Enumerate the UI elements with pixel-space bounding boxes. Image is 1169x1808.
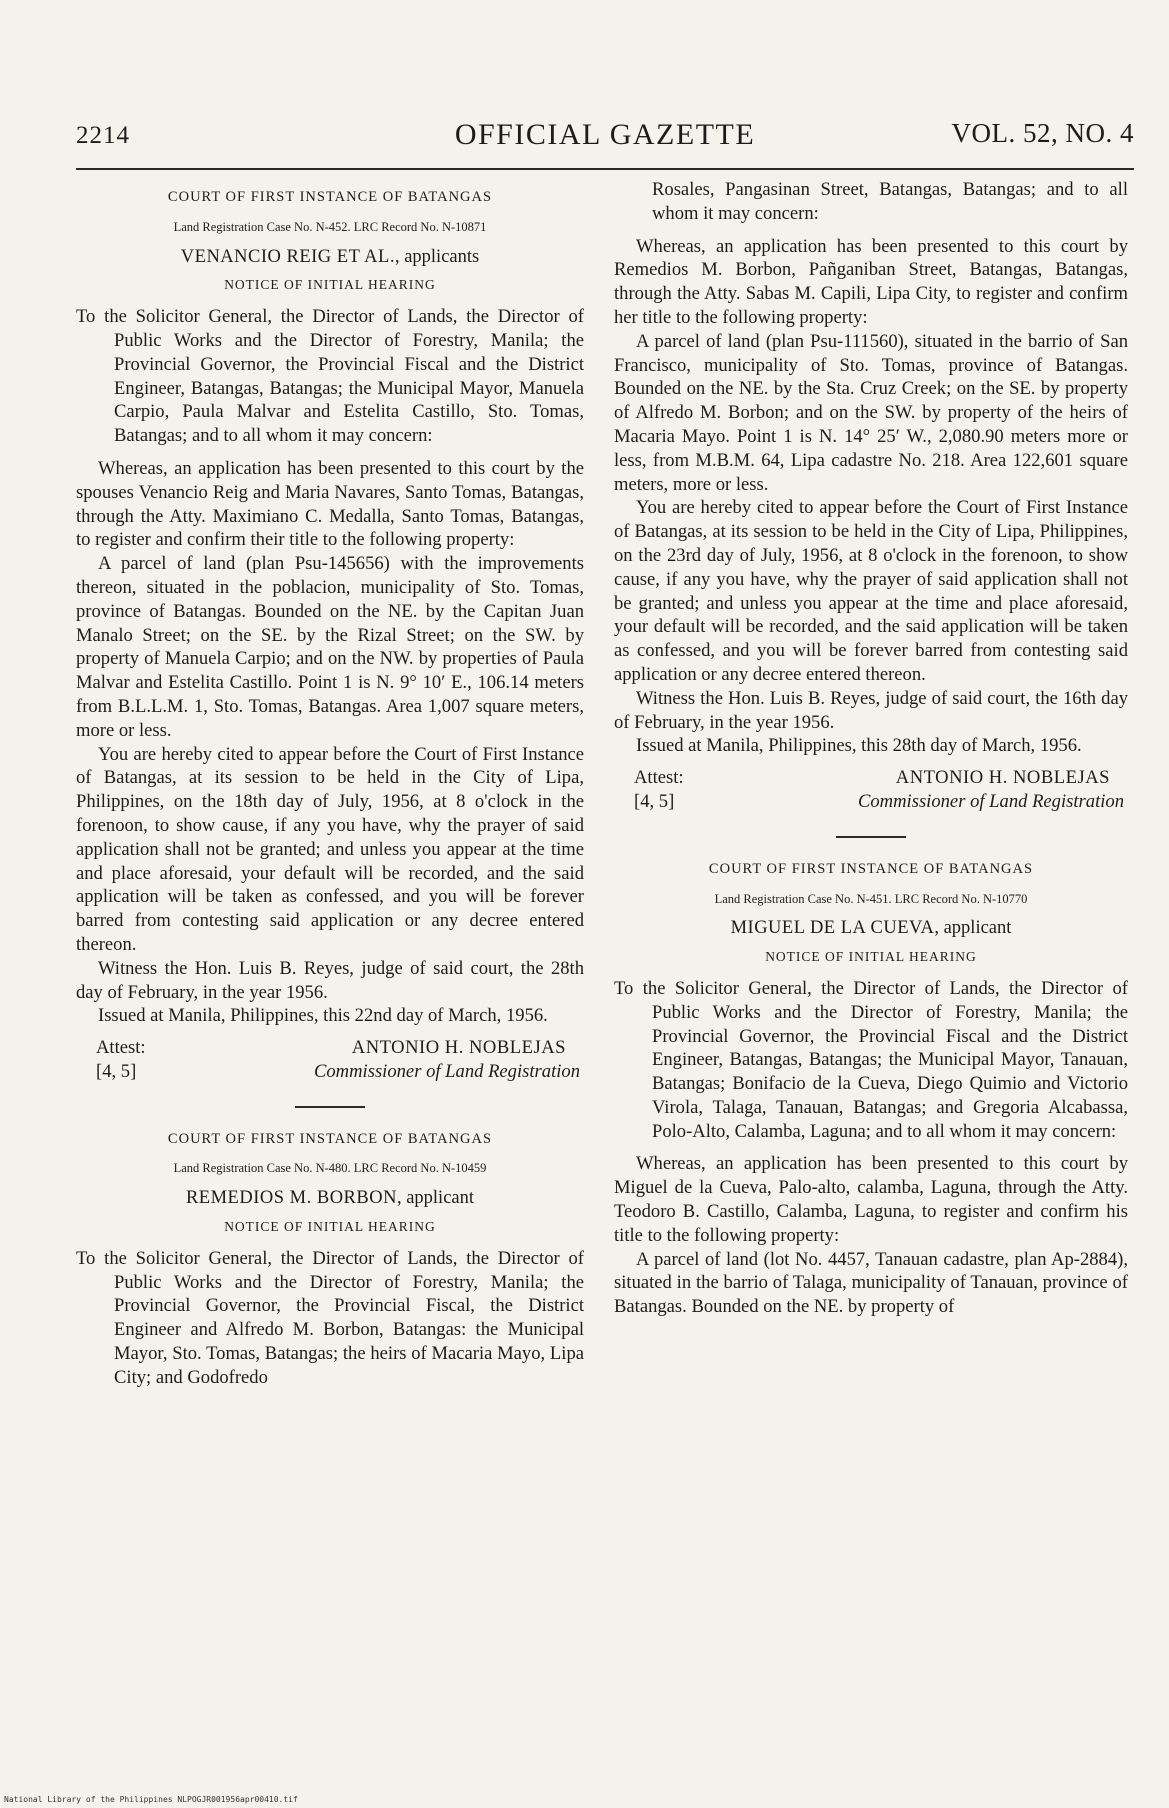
attest-role-line xyxy=(634,790,1128,814)
attest-label: Attest: xyxy=(96,1037,146,1059)
notice-reig xyxy=(76,186,584,1084)
right-column xyxy=(614,178,1128,1319)
attest-name: ANTONIO H. NOBLEJAS xyxy=(351,1037,566,1059)
attest-line xyxy=(634,766,1128,790)
court-heading: COURT OF FIRST INSTANCE OF BATANGAS xyxy=(708,860,1034,877)
attest-role-line xyxy=(96,1060,584,1084)
notice-title: NOTICE OF INITIAL HEARING xyxy=(224,277,436,293)
parcel-paragraph: A parcel of land (lot No. 4457, Tanauan cadastre, plan Ap-2884), situated in the barrio of Talaga, municipality of Tanauan, province of Batangas. Bounded on the NE. by property of xyxy=(614,1248,1128,1318)
left-column xyxy=(76,178,584,1388)
attest-line xyxy=(96,1036,584,1060)
addressees: To the Solicitor General, the Director of Lands, the Director of Public Works and the Director of Forestry, Manila; the Provincial Governor, the Provincial Fiscal and the District Engineer, Batangas, Batangas; the Municipal Mayor, Tanauan, Batangas; Bonifacio de la Cueva, Diego Quimio and Victorio Virola, Talaga, Tanauan, Batangas; and Gregoria Alcabassa, Polo-Alto, Calamba, Laguna; and to all whom it may concern: xyxy=(614,977,1128,1142)
section-divider xyxy=(295,1106,365,1108)
notice-de-la-cueva xyxy=(614,858,1128,1319)
applicant-line xyxy=(76,246,584,270)
citation-paragraph: You are hereby cited to appear before the Court of First Instance of Batangas, at its session to be held in the City of Lipa, Philippines, on the 18th day of July, 1956, at 8 o'clock in the forenoon, to show cause, if any you have, why the prayer of said application shall not be granted; and unless you appear at the time and place aforesaid, your default will be recorded, and the said application will be taken as confessed, and you will be forever barred from contesting said application or any decree entered thereon. xyxy=(76,743,584,955)
page-number: 2214 xyxy=(76,122,130,149)
case-number: Land Registration Case No. N-452. LRC Record No. N-10871 xyxy=(173,219,487,234)
whereas-paragraph: Whereas, an application has been presented to this court by the spouses Venancio Reig and Maria Navares, Santo Tomas, Batangas, through the Atty. Maximiano C. Medalla, Santo Tomas, Batangas, to register and confirm their title to the following property: xyxy=(76,457,584,551)
notice-title: NOTICE OF INITIAL HEARING xyxy=(765,949,977,965)
applicant-suffix: , applicant xyxy=(934,918,1012,939)
notice-title: NOTICE OF INITIAL HEARING xyxy=(224,1219,436,1235)
scan-footer: National Library of the Philippines NLPOGJR001956apr00410.tif xyxy=(4,1795,298,1804)
applicant-name: REMEDIOS M. BORBON xyxy=(185,1188,397,1209)
issued-paragraph: Issued at Manila, Philippines, this 28th day of March, 1956. xyxy=(636,735,1082,757)
attest-role: Commissioner of Land Registration xyxy=(313,1060,580,1082)
parcel-paragraph: A parcel of land (plan Psu-145656) with the improvements thereon, situated in the poblacion, municipality of Sto. Tomas, province of Batangas. Bounded on the NE. by the Capitan Juan Manalo Street; on the SE. by the Rizal Street; on the SW. by property of Manuela Carpio; and on the NW. by properties of Paula Malvar and Estelita Castillo. Point 1 is N. 9° 10′ E., 106.14 meters from B.L.L.M. 1, Sto. Tomas, Batangas. Area 1,007 square meters, more or less. xyxy=(76,553,584,741)
parcel-paragraph: A parcel of land (plan Psu-111560), situated in the barrio of San Francisco, municipality of Sto. Tomas, province of Batangas. Bounded on the NE. by the Sta. Cruz Creek; on the SE. by property of Alfredo M. Borbon; and on the SW. by property of the heirs of Macaria Mayo. Point 1 is N. 14° 25′ W., 2,080.90 meters more or less, from M.B.M. 64, Lipa cadastre No. 218. Area 122,601 square meters, more or less. xyxy=(614,330,1128,495)
notice-borbon-continued xyxy=(614,178,1128,814)
court-heading: COURT OF FIRST INSTANCE OF BATANGAS xyxy=(167,189,493,205)
reference-number: [4, 5] xyxy=(96,1060,137,1082)
court-heading: COURT OF FIRST INSTANCE OF BATANGAS xyxy=(167,1130,493,1147)
attest-role: Commissioner of Land Registration xyxy=(857,790,1124,812)
addressees-continued: Rosales, Pangasinan Street, Batangas, Batangas; and to all whom it may concern: xyxy=(652,179,1128,224)
applicant-suffix: , applicant xyxy=(396,1188,475,1209)
witness-paragraph: Witness the Hon. Luis B. Reyes, judge of said court, the 28th day of February, in the year 1956. xyxy=(76,957,584,1003)
page-header xyxy=(76,114,1134,154)
witness-paragraph: Witness the Hon. Luis B. Reyes, judge of said court, the 16th day of February, in the year 1956. xyxy=(614,687,1128,733)
applicant-suffix: , applicants xyxy=(394,246,480,267)
publication-title: OFFICIAL GAZETTE xyxy=(454,118,756,151)
attest-label: Attest: xyxy=(634,767,684,789)
header-rule xyxy=(76,168,1134,170)
applicant-line xyxy=(76,1187,584,1211)
reference-number: [4, 5] xyxy=(634,790,675,812)
applicant-line xyxy=(614,917,1128,941)
issued-paragraph: Issued at Manila, Philippines, this 22nd day of March, 1956. xyxy=(98,1005,548,1027)
applicant-name: VENANCIO REIG ET AL. xyxy=(180,246,395,267)
case-number: Land Registration Case No. N-480. LRC Record No. N-10459 xyxy=(173,1161,487,1176)
section-divider xyxy=(836,836,906,838)
addressees: To the Solicitor General, the Director of Lands, the Director of Public Works and the Director of Forestry, Manila; the Provincial Governor, the Provincial Fiscal and the District Engineer, Batangas, Batangas; the Municipal Mayor, Manuela Carpio, Paula Malvar and Estelita Castillo, Sto. Tomas, Batangas; and to all whom it may concern: xyxy=(76,306,584,447)
case-number: Land Registration Case No. N-451. LRC Record No. N-10770 xyxy=(714,891,1028,906)
applicant-name: MIGUEL DE LA CUEVA xyxy=(730,918,935,939)
addressees: To the Solicitor General, the Director of Lands, the Director of Public Works and the Director of Forestry, Manila; the Provincial Governor, the Provincial Fiscal, the District Engineer and Alfredo M. Borbon, Batangas: the Municipal Mayor, Sto. Tomas, Batangas; the heirs of Macaria Mayo, Lipa City; and Godofredo xyxy=(76,1247,584,1388)
attest-name: ANTONIO H. NOBLEJAS xyxy=(895,767,1110,789)
whereas-paragraph: Whereas, an application has been presented to this court by Miguel de la Cueva, Palo-alto, calamba, Laguna, through the Atty. Teodoro B. Castillo, Calamba, Laguna, to register and confirm his title to the following property: xyxy=(614,1153,1128,1246)
whereas-paragraph: Whereas, an application has been presented to this court by Remedios M. Borbon, Pañganiban Street, Batangas, Batangas, through the Atty. Sabas M. Capili, Lipa City, to register and confirm her title to the following property: xyxy=(614,235,1128,328)
volume-number: VOL. 52, NO. 4 xyxy=(951,118,1134,148)
citation-paragraph: You are hereby cited to appear before the Court of First Instance of Batangas, at its session to be held in the City of Lipa, Philippines, on the 23rd day of July, 1956, at 8 o'clock in the forenoon, to show cause, if any you have, why the prayer of said application shall not be granted; and unless you appear at the time and place aforesaid, your default will be recorded, and the said application will be taken as confessed, and you will be forever barred from contesting said application or any decree entered thereon. xyxy=(614,497,1128,685)
notice-borbon xyxy=(76,1128,584,1388)
